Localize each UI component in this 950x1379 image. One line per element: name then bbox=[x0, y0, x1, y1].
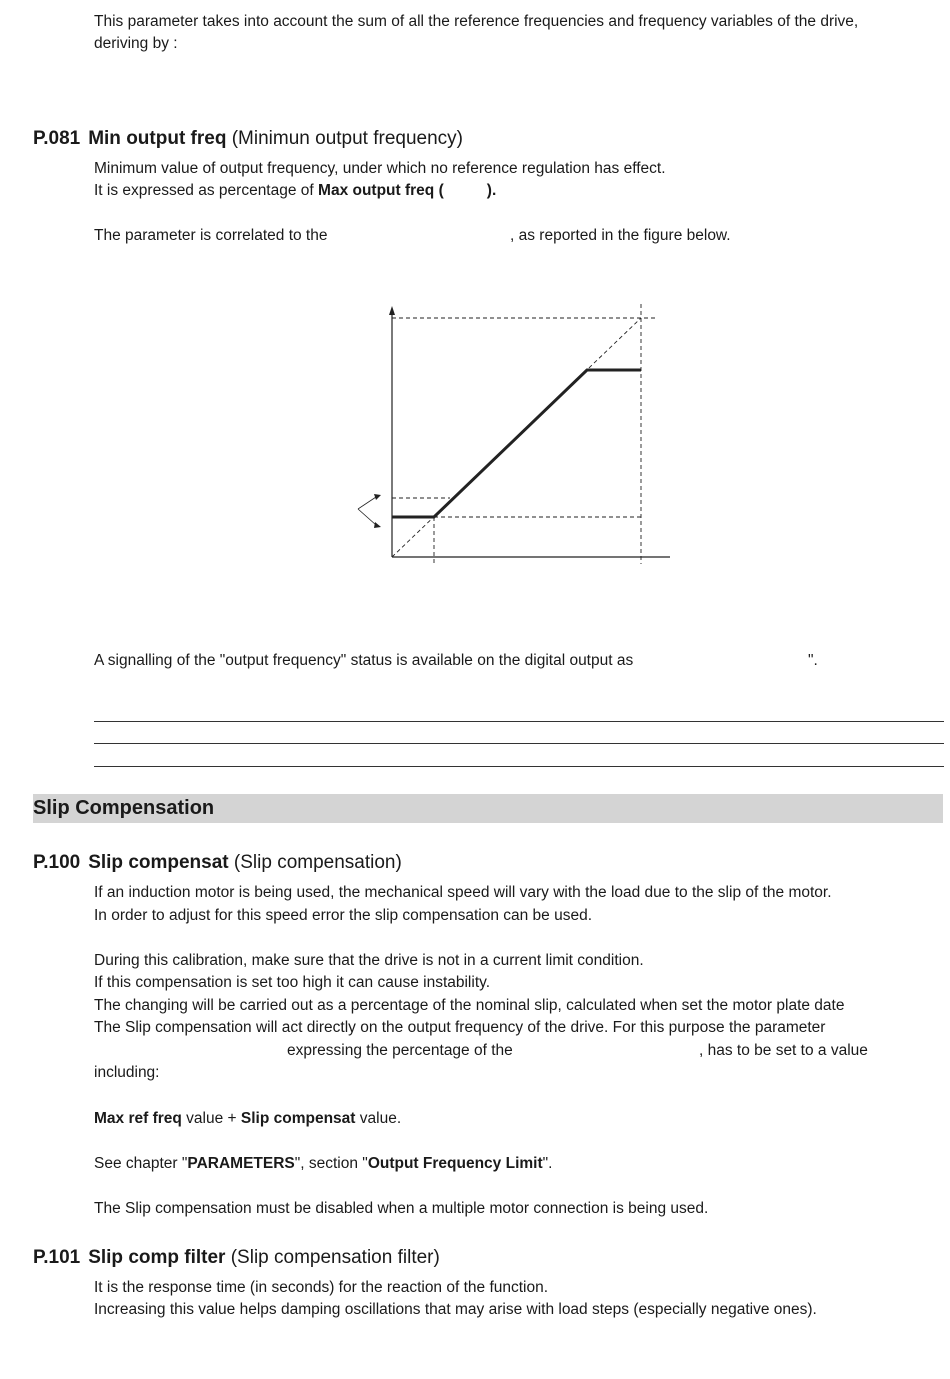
p100-heading bbox=[33, 851, 402, 875]
p100-see-chapter bbox=[94, 1154, 552, 1174]
p081-name: Min output freq bbox=[88, 128, 227, 149]
divider-rule-3 bbox=[94, 766, 944, 767]
p101-heading bbox=[33, 1246, 440, 1270]
divider-rule-1 bbox=[94, 721, 944, 722]
p081-line-2-bold: Max output freq ( ). bbox=[318, 182, 497, 199]
p100-line-1: If an induction motor is being used, the mechanical speed will vary with the load due to the slip of the motor. bbox=[94, 884, 832, 901]
section-header-slip-compensation bbox=[33, 794, 943, 823]
section-title: Slip Compensation bbox=[33, 797, 215, 819]
intro-line-2: deriving by : bbox=[94, 35, 178, 52]
divider-rule-2 bbox=[94, 743, 944, 744]
see-text-2: ", section " bbox=[294, 1155, 368, 1172]
p100-line-3: During this calibration, make sure that the drive is not in a current limit condition. bbox=[94, 952, 644, 969]
signalling-text-a: A signalling of the "output frequency" status is available on the digital output as bbox=[94, 652, 634, 669]
p100-line-5: The changing will be carried out as a percentage of the nominal slip, calculated when set the motor plate date bbox=[94, 997, 845, 1014]
p100-line-6: The Slip compensation will act directly on the output frequency of the drive. For this purpose the parameter bbox=[94, 1019, 826, 1036]
callout-arrow-lower bbox=[374, 522, 381, 528]
p100-line-8: including: bbox=[94, 1064, 160, 1081]
formula-text-2: value. bbox=[355, 1110, 402, 1127]
p081-heading bbox=[33, 127, 463, 151]
p100-code: P.100 bbox=[33, 852, 81, 873]
output-frequency-curve bbox=[392, 370, 641, 517]
signalling-text-b: ". bbox=[808, 652, 818, 669]
p100-line-2: In order to adjust for this speed error the slip compensation can be used. bbox=[94, 907, 593, 924]
p081-line-3-b: , as reported in the figure below. bbox=[510, 227, 731, 244]
see-section-name: Output Frequency Limit bbox=[367, 1155, 543, 1172]
callout-arrow-upper bbox=[374, 494, 381, 500]
formula-text-1: value + bbox=[181, 1110, 241, 1127]
p100-line-4: If this compensation is set too high it can cause instability. bbox=[94, 974, 491, 991]
intro-line-1: This parameter takes into account the sum of all the reference frequencies and frequency variables of the drive, bbox=[94, 13, 859, 30]
see-chapter-name: PARAMETERS bbox=[187, 1155, 295, 1172]
p081-description: (Minimun output frequency) bbox=[231, 128, 464, 149]
p081-line-1: Minimum value of output frequency, under which no reference regulation has effect. bbox=[94, 160, 666, 177]
p100-name: Slip compensat bbox=[88, 852, 229, 873]
min-output-frequency-figure bbox=[350, 296, 670, 571]
p100-line-9: The Slip compensation must be disabled when a multiple motor connection is being used. bbox=[94, 1200, 709, 1217]
min-level-callout bbox=[358, 497, 376, 525]
y-axis-arrow bbox=[389, 306, 395, 315]
p101-line-1: It is the response time (in seconds) for the reaction of the function. bbox=[94, 1279, 549, 1296]
p100-formula bbox=[94, 1109, 401, 1129]
p100-description: (Slip compensation) bbox=[233, 852, 402, 873]
formula-max-ref-freq: Max ref freq bbox=[94, 1110, 182, 1127]
p100-line-7-b: , has to be set to a value bbox=[699, 1042, 868, 1059]
see-text-3: ". bbox=[542, 1155, 553, 1172]
p081-line-2 bbox=[94, 181, 496, 201]
p081-line-3-a: The parameter is correlated to the bbox=[94, 227, 328, 244]
p100-line-7-a: expressing the percentage of the bbox=[287, 1042, 513, 1059]
p101-name: Slip comp filter bbox=[88, 1247, 226, 1268]
p081-code: P.081 bbox=[33, 128, 81, 149]
see-text-1: See chapter " bbox=[94, 1155, 188, 1172]
p101-code: P.101 bbox=[33, 1247, 81, 1268]
formula-slip-compensat: Slip compensat bbox=[240, 1110, 356, 1127]
p101-line-2: Increasing this value helps damping oscillations that may arise with load steps (especially negative ones). bbox=[94, 1301, 817, 1318]
p101-description: (Slip compensation filter) bbox=[230, 1247, 440, 1268]
p081-line-2-text: It is expressed as percentage of bbox=[94, 182, 319, 199]
